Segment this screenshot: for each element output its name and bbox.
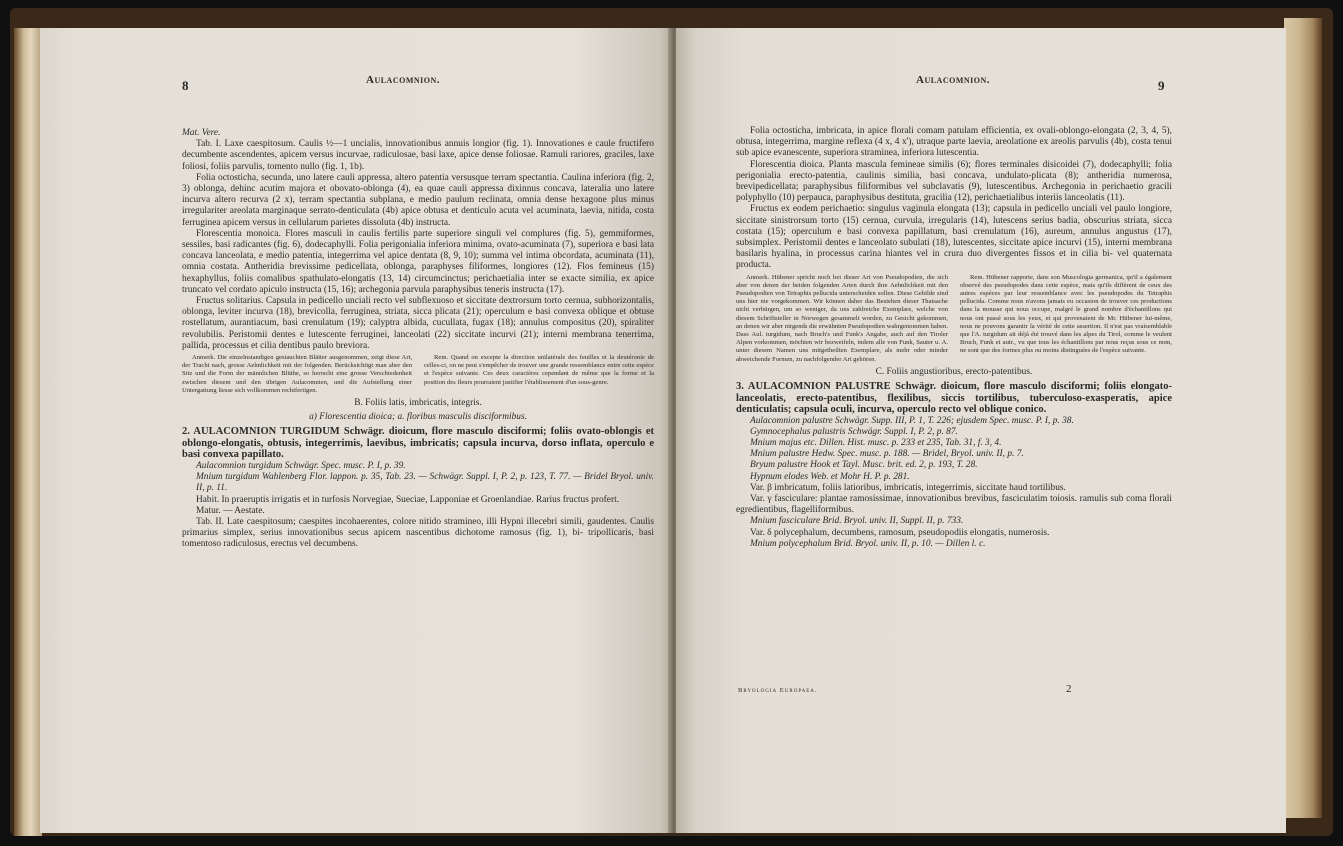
tab1-paragraph: Tab. I. Laxe caespitosum. Caulis ½—1 uncialis, innovationibus annuis longior (fig. 1). Innovationes e caule fructifero decumbente ascendentes, apicem versus incurvae, radiculosae, basi laxe, apice dense foliosae. Ramuli rariores, graciles, laxe foliosi, foliis parvulis, tomento nullo (fig. 1, 1b). (182, 139, 654, 172)
synonym-line: Hypnum elodes Web. et Mohr H. P. p. 281. (750, 471, 910, 482)
left-page-number: 8 (182, 78, 189, 93)
fructus-paragraph: Fructus solitarius. Capsula in pedicello unciali recto vel subflexuoso et siccitate dextrorsum torto cernua, subhorizontalis, oblonga, leviter incurva (18), brevicolla, ferruginea, striata, sicca plicata (21); operculum e basi convexa oblique et obtuse rostellatum, aurantiacum, basi crenulatum (19); calyptra albida, cucullata, fugax (18); annulus compositus (20), spiraliter revolubilis. Peristomii dentes e lutescente ferruginei, lanceolati (22) siccitate incurvi (21); interni membrana tenerrima, pallida, processus et cilia dentibus paulo breviora. (182, 296, 654, 351)
tab2-paragraph: Tab. II. Late caespitosum; caespites incohaerentes, colore nitido stramineo, illi Hypni illecebri simili, gaudentes. Caulis primarius simplex, serius innovationibus secus apicem nascentibus dichotome ramosus (fig. 1), bi- tripollicaris, basi tomentoso radiculosus, erectus vel decumbens. (182, 517, 654, 550)
left-page-edges (14, 28, 42, 836)
section-a-heading: a) Florescentia dioica; a. floribus masculis disciformibus. (309, 412, 527, 423)
habitat-line: Habit. In praeruptis irrigatis et in turfosis Norvegiae, Sueciae, Lapponiae et Groenlandiae. Rarius fructus profert. (196, 494, 620, 505)
synonym-line: Mnium fasciculare Brid. Bryol. univ. II, Suppl. II, p. 733. (750, 516, 964, 527)
section-c-heading: C. Foliis angustioribus, erecto-patentibus. (875, 366, 1033, 377)
synonym-line: Mnium majus etc. Dillen. Hist. musc. p. 233 et 235, Tab. 31, f. 3, 4. (750, 437, 1002, 448)
right-page-number: 9 (1158, 78, 1165, 93)
right-running-head: Aulacomnion. (916, 74, 991, 86)
florescentia-paragraph: Florescentia monoica. Flores masculi in caulis fertilis parte superiore singuli vel complures (fig. 5), gemmiformes, sessiles, basi radicantes (fig. 6), dodecaphylli. Folia perigonialia inferiora minima, ovato-acuminata (7), superiora e basi lata concava lanceolata, e medio patentia, integerrima vel apice dentata (8, 9, 10); summa vel intima obcordata, acuminata (11), omnia costata. Antheridia brevissime pedicellata, oblonga, paraphyses filiformes, longiores (12). Flos femineus (15) hexaphyllus, foliis comalibus spathulato-elongatis (13, 14) circumcinctus; perichaetialia inter se exacte similia, ex apice truncato vel cordato apiculo instructa (15, 16); archegonia parvula paraphysibus teneris instructa (17). (182, 228, 654, 295)
left-running-head: Aulacomnion. (366, 74, 441, 86)
right-text-column (736, 126, 1172, 550)
note-french: Rem. Quand on excepte la direction unilatérale des feuilles et la deutéronie de celles-ci, on ne peut s'empêcher de trouver une grande ressemblance entre cette espèce et l'espèce suivante. Ces deux caractères cependant de même que la forme et la position des fleurs pourraient justifier l'établissement d'un sous-genre. (424, 354, 654, 386)
folia-paragraph: Folia octosticha, secunda, uno latere cauli appressa, altero patentia versusque terram spectantia. Caulina inferiora (fig. 2, 3) oblonga, dehinc acutim majora et obovato-oblonga (4), ea quae cauli appressa dixinnus concava, lateralia uno latere incurva altero recurva (2 x), terram spectantia subplana, e medio paulum reclinata, omnia dense hexagone plus minus irregulariter areolata marginaque serrato-denticulata (4b) apice obtusa et denticulo acuta vel acuminata, laevia, nitida, costa ferruginea apicem versus in cellularum parietes dissoluta (4b) instructa. (182, 172, 654, 228)
folia-paragraph: Folia octosticha, imbricata, in apice florali comam patulam efficientia, ex ovali-oblongo-elongata (2, 3, 4, 5), obtusa, integerrima, margine reflexa (4 x, 4 x'), utraque parte laevia, areolatione ex areolis parvulis (4b), costa tenui sub apice evanescente, superiora straminea, inferiora lutescentia. (736, 126, 1172, 159)
signature-number: 2 (1066, 683, 1072, 695)
synonym-line: Aulacomnion palustre Schwägr. Supp. III, P. 1, T. 226; ejusdem Spec. musc. P. I, p. 38. (750, 415, 1074, 426)
synonym-line: Mnium turgidum Wahlenberg Flor. lappon. p. 35, Tab. 23. — Schwägr. Suppl. I, P. 2, p. 123, T. 77. — Bridel Bryol. univ. II, p. 11. (196, 472, 654, 494)
note-german: Anmerk. Die einzelnstandigen gestauchten Blätter ausgenommen, zeigt diese Art, der Tracht nach, grosse Aehnlichkeit mit der folgenden. Berücksichtigt man aber den Sitz und die Form der männlichen Blüthe, so herrscht eine grosse Verschiedenheit zwischen diesem und den übrigen Aulacomnien, und die Aufstellung einer Untergattung liesse sich vollkommen rechtfertigen. (182, 354, 412, 394)
synonym-line: Gymnocephalus palustris Schwägr. Suppl. I, P. 2, p. 87. (750, 426, 958, 437)
right-notes (736, 274, 1172, 364)
variety-delta: Var. δ polycephalum, decumbens, ramosum, pseudopodiis elongatis, numerosis. (750, 527, 1050, 538)
left-notes (182, 354, 654, 395)
florescentia-paragraph: Florescentia dioica. Planta mascula femineae similis (6); flores terminales disicoidei (7), dodecaphylli; folia perigonialia erecto-patentia, caulinis similia, basi concava, undulato-plicata (8); antheridia numerosa, brevipedicellata; paraphysibus filiformibus vel subclavatis (9), lutescentibus. Archegonia in perichaetio gracili polyphyllo (10) perpauca, paraphysibus destituta, gracilia (12), perichaetialibus interiis lanceolatis (11). (736, 159, 1172, 204)
synonym-line: Bryum palustre Hook et Tayl. Musc. brit. ed. 2, p. 193, T. 28. (750, 460, 978, 471)
maturation-season: Matur. — Aestate. (196, 505, 265, 516)
note-german: Anmerk. Hübener spricht noch bei dieser Art von Pseudopodien, die sich aber von denen der beiden folgenden Arten durch ihre Aehnlichkeit mit den Pseudopodien von Tetraphis pellucida unterscheiden sollen. Diese Gebilde sind uns hier nie vorgekommen. Wir können daher das Bestehen dieser Thatsache nicht verbürgen, um so weniger, da uns zahlreiche Exemplare, welche von diesem Schriftsteller in Norwegen gesammelt worden, zu Gesicht gekommen, an denen wir aber nirgends die erwähnten Pseudopodien wahrgenommen haben. Dass Aul. turgidum, nach Bruch's und Funk's Angabe, auch auf den Tiroler Alpen vorkommen, möchten wir bezweifeln, indem alle von Funk, Sauter u. A. unter diesem Namen uns mitgetheilten Exemplare, als mehr oder minder abweichende Formen, zu nachfolgender Art gehören. (736, 273, 948, 363)
left-text-column (182, 128, 654, 551)
note-french: Rem. Hübener rapporte, dans son Muscologia germanica, qu'il a également observé des pseudopodes dans cette espèce, mais qu'ils diffèrent de ceux des autres espèces par leur ressemblance avec les pseudopodes du Tetraphis pellucida. Comme nous n'avons jamais eu occasion de trouver ces productions dans la mousse qui nous occupe, malgré le grand nombre d'échantillons qui nous ont passé sous les yeux, et qui provenaient de Mr. Hübener lui-même, nous ne pouvons garantir la vérité de cette assertion. Il n'est pas vraisemblable que l'A. turgidum ait déjà été trouvé dans les alpes du Tirol, comme le veulent Bruch, Funk et autr., vu que tous les échantillons par nous reçus sous ce nom, ne sont que des formes plus ou moins distinguées de l'espèce suivante. (960, 273, 1172, 355)
signature-mark: Bryologia Europaea. (738, 687, 818, 694)
species-palustre-heading: 3. AULACOMNION PALUSTRE Schwägr. dioicum, flore masculo disciformi; foliis elongato-lanceolatis, erecto-patentibus, flexilibus, siccis tortilibus, tuberculoso-exasperatis, apice denticulatis; capsula oculi, incurva, operculo recto vel oblique conico. (736, 381, 1172, 416)
synonym-line: Mnium palustre Hedw. Spec. musc. p. 188. — Bridel, Bryol. univ. II, p. 7. (750, 449, 1024, 460)
variety-gamma: Var. γ fasciculare: plantae ramosissimae, innovationibus brevibus, fasciculatim toiosis. ramulis sub coma florali egredientibus, flagelliformibus. (736, 494, 1172, 516)
right-page-edges (1284, 18, 1322, 818)
variety-beta: Var. β imbricatum, foliis latioribus, imbricatis, integerrimis, siccitate haud tortilibus. (750, 482, 1066, 493)
fructus-paragraph: Fructus ex eodem perichaetio: singulus vaginula elongata (13); capsula in pedicello unciali vel paulo longiore, siccitate sinistrorsum torto (15) cernua, curvula, irregularis (14), lutescens serius badia, obscurius striata, sicca costata (15); operculum e basi convexa papillatum, basi crenulatum (16), aureum, annulus angustus (17), subsimplex. Peristomii dentes e lanceolato subulati (18), lutescentes, siccitate apice incurvi (15), interni membrana basilaris hyalina, in processus carina hiantes vel in crura duo divergentes fissos et in cilia bi- vel quaternata producta. (736, 204, 1172, 271)
synonym-line: Aulacomnion turgidum Schwägr. Spec. musc. P. I, p. 39. (196, 460, 406, 471)
section-b-heading: B. Foliis latis, imbricatis, integris. (354, 398, 482, 409)
species-turgidum-heading: 2. AULACOMNION TURGIDUM Schwägr. dioicum, flore masculo disciformi; foliis ovato-oblongis et oblongo-elongatis, obtusis, integerrimis, laevibus, imbricatis; capsula incurva, dorso inflata, operculo e basi convexa papillato. (182, 426, 654, 461)
maturation-line: Mat. Vere. (182, 128, 221, 138)
synonym-line: Mnium polycephalum Brid. Bryol. univ. II, p. 10. — Dillen l. c. (750, 538, 986, 549)
